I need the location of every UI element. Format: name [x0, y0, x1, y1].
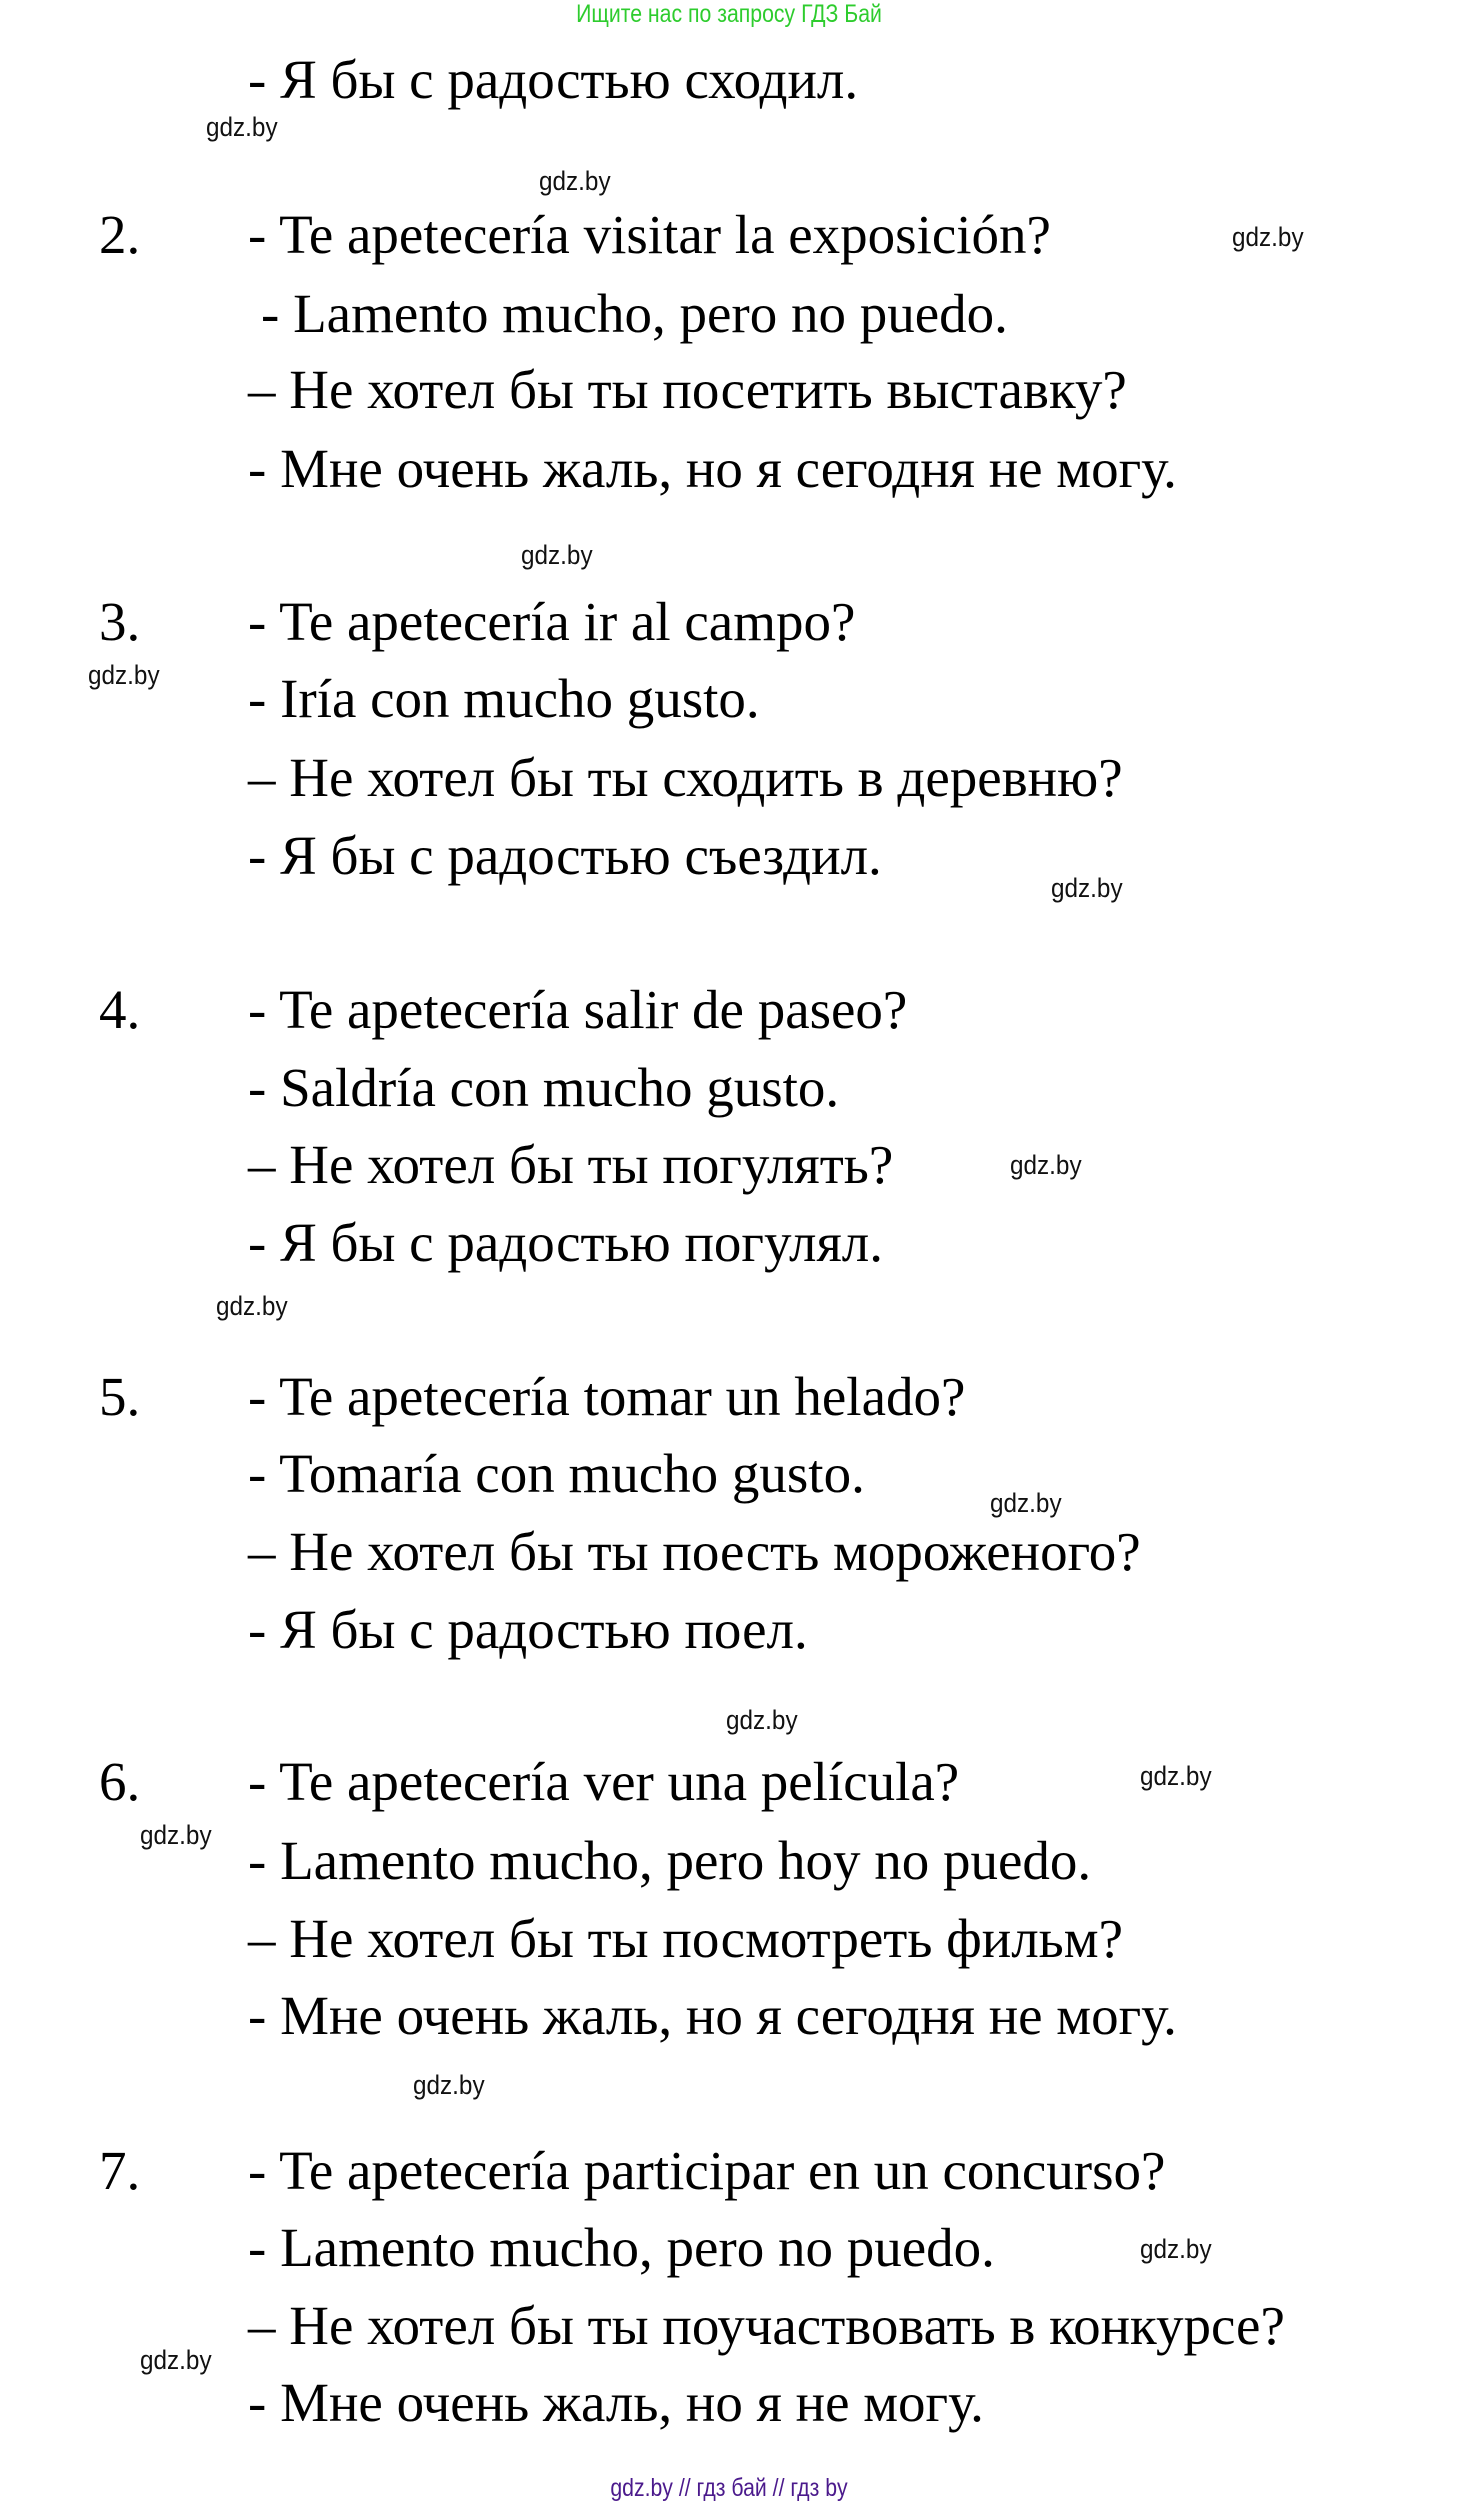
dialogue-line: - Lamento mucho, pero hoy no puedo. — [248, 1830, 1092, 1891]
dialogue-line: – Не хотел бы ты посетить выставку? — [248, 359, 1127, 420]
dialogue-line: - Tomaría con mucho gusto. — [248, 1443, 865, 1504]
watermark: gdz.by — [990, 1488, 1062, 1518]
watermark: gdz.by — [140, 1820, 212, 1850]
item-number: 7. — [99, 2140, 141, 2201]
watermark: gdz.by — [1232, 222, 1304, 252]
watermark: gdz.by — [521, 540, 593, 570]
dialogue-line: - Iría con mucho gusto. — [248, 668, 760, 729]
dialogue-line: - Te apetecería ver una película? — [248, 1751, 960, 1812]
dialogue-line: - Saldría con mucho gusto. — [248, 1057, 840, 1118]
watermark: gdz.by — [539, 166, 611, 196]
item-number: 4. — [99, 979, 141, 1040]
watermark: gdz.by — [413, 2070, 485, 2100]
dialogue-line: - Я бы с радостью сходил. — [248, 49, 859, 110]
dialogue-line: - Te apetecería tomar un helado? — [248, 1366, 966, 1427]
dialogue-line: - Мне очень жаль, но я не могу. — [248, 2372, 984, 2433]
dialogue-line: - Lamento mucho, pero no puedo. — [261, 283, 1008, 344]
watermark: gdz.by — [206, 112, 278, 142]
footer-links: gdz.by // гдз бай // гдз by — [610, 2474, 848, 2502]
header-search-hint: Ищите нас по запросу ГДЗ Бай — [576, 0, 882, 28]
watermark: gdz.by — [1010, 1150, 1082, 1180]
watermark: gdz.by — [216, 1291, 288, 1321]
dialogue-line: - Я бы с радостью поел. — [248, 1599, 808, 1660]
item-number: 2. — [99, 204, 141, 265]
item-number: 5. — [99, 1366, 141, 1427]
dialogue-line: – Не хотел бы ты погулять? — [248, 1134, 894, 1195]
dialogue-line: – Не хотел бы ты сходить в деревню? — [248, 747, 1123, 808]
watermark: gdz.by — [1140, 1761, 1212, 1791]
dialogue-line: – Не хотел бы ты поесть мороженого? — [248, 1521, 1141, 1582]
dialogue-line: – Не хотел бы ты поучаствовать в конкурсе? — [248, 2295, 1285, 2356]
dialogue-line: – Не хотел бы ты посмотреть фильм? — [248, 1908, 1123, 1969]
dialogue-line: - Te apetecería visitar la exposición? — [248, 204, 1051, 265]
watermark: gdz.by — [726, 1705, 798, 1735]
watermark: gdz.by — [1140, 2234, 1212, 2264]
watermark: gdz.by — [88, 660, 160, 690]
dialogue-line: - Я бы с радостью съездил. — [248, 825, 882, 886]
dialogue-line: - Te apetecería ir al campo? — [248, 591, 856, 652]
dialogue-line: - Te apetecería participar en un concurso? — [248, 2140, 1166, 2201]
dialogue-line: - Я бы с радостью погулял. — [248, 1212, 883, 1273]
dialogue-line: - Lamento mucho, pero no puedo. — [248, 2217, 995, 2278]
watermark: gdz.by — [140, 2345, 212, 2375]
item-number: 6. — [99, 1751, 141, 1812]
dialogue-line: - Мне очень жаль, но я сегодня не могу. — [248, 1985, 1177, 2046]
watermark: gdz.by — [1051, 873, 1123, 903]
dialogue-line: - Мне очень жаль, но я сегодня не могу. — [248, 438, 1177, 499]
item-number: 3. — [99, 591, 141, 652]
dialogue-line: - Te apetecería salir de paseo? — [248, 979, 908, 1040]
